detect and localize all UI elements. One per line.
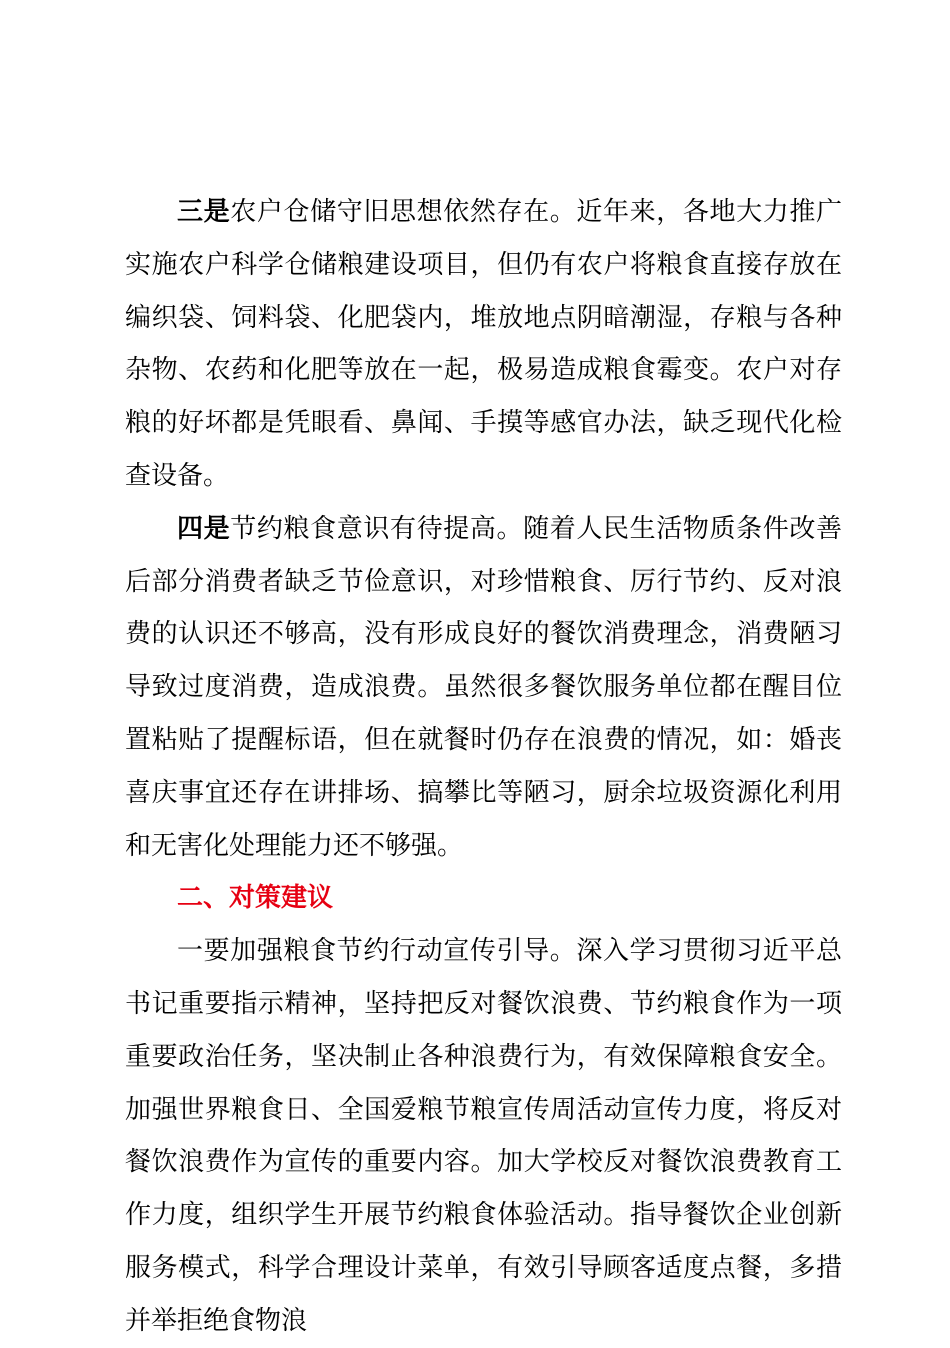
section-heading: 二、对策建议: [177, 883, 334, 914]
paragraph-lead-san-shi: 三是: [177, 197, 231, 227]
paragraph-san-shi: [125, 186, 842, 503]
paragraph-si-shi: [125, 503, 842, 873]
paragraph-yi-yao: 一要加强粮食节约行动宣传引导。深入学习贯彻习近平总书记重要指示精神，坚持把反对餐饮浪费、节约粮食作为一项重要政治任务，坚决制止各种浪费行为，有效保障粮食安全。加强世界粮食日、全国爱粮节粮宣传周活动宣传力度，将反对餐饮浪费作为宣传的重要内容。加大学校反对餐饮浪费教育工作力度，组织学生开展节约粮食体验活动。指导餐饮企业创新服务模式，科学合理设计菜单，有效引导顾客适度点餐，多措并举拒绝食物浪: [125, 936, 842, 1336]
document-body: [125, 186, 842, 1348]
paragraph-text-san-shi: 农户仓储守旧思想依然存在。近年来，各地大力推广实施农户科学仓储粮建设项目，但仍有农户将粮食直接存放在编织袋、饲料袋、化肥袋内，堆放地点阴暗潮湿，存粮与各种杂物、农药和化肥等放在一起，极易造成粮食霉变。农户对存粮的好坏都是凭眼看、鼻闻、手摸等感官办法，缺乏现代化检查设备。: [125, 197, 842, 491]
paragraph-text-si-shi: 节约粮食意识有待提高。随着人民生活物质条件改善后部分消费者缺乏节俭意识，对珍惜粮食、厉行节约、反对浪费的认识还不够高，没有形成良好的餐饮消费理念，消费陋习导致过度消费，造成浪费。虽然很多餐饮服务单位都在醒目位置粘贴了提醒标语，但在就餐时仍存在浪费的情况，如：婚丧喜庆事宜还存在讲排场、搞攀比等陋习，厨余垃圾资源化利用和无害化处理能力还不够强。: [125, 513, 842, 861]
paragraph-lead-si-shi: 四是: [177, 513, 231, 544]
